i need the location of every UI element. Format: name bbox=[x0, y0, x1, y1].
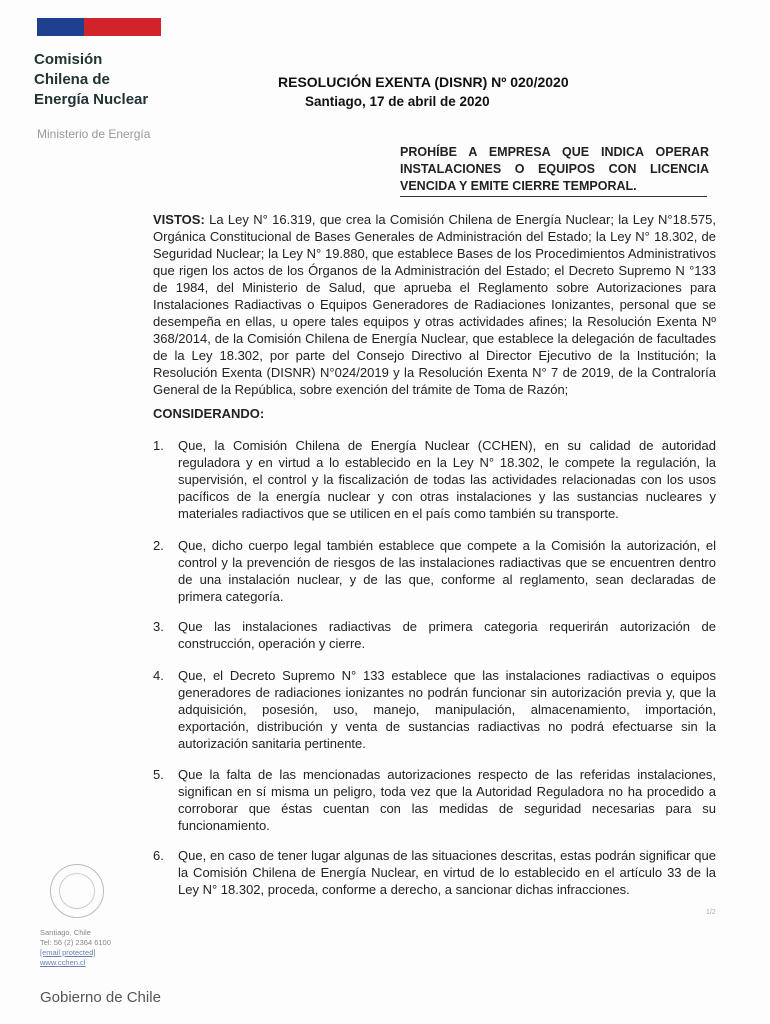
subject-line: PROHÍBE A EMPRESA QUE INDICA OPERAR bbox=[400, 145, 709, 159]
item-text: Que, dicho cuerpo legal también establece que compete a la Comisión la autorización, el control y la prevención de riesgos de las instalaciones radiactivas que se encuentren dentro de una instalación nuclear, y de las que, conforme al reglamento, sean declaradas de primera categoría. bbox=[178, 538, 716, 604]
resolution-date: Santiago, 17 de abril de 2020 bbox=[305, 94, 490, 109]
item-text: Que, la Comisión Chilena de Energía Nuclear (CCHEN), en su calidad de autoridad reguladora y en virtud a lo establecido en la Ley N° 18.302, le compete la regulación, la supervisión, el control y la fiscalización de todas las actividades relacionadas con los usos pacíficos de la energía nuclear y con otras instalaciones y las sustancias nucleares y materiales radiactivos que se utilicen en el país como también su transporte. bbox=[178, 438, 716, 521]
institution-name bbox=[34, 50, 148, 110]
vistos-paragraph bbox=[153, 211, 716, 398]
logo-blue-block bbox=[37, 18, 84, 36]
footer-city: Santiago, Chile bbox=[40, 928, 91, 937]
subject-line: INSTALACIONES O EQUIPOS CON LICENCIA bbox=[400, 162, 709, 176]
item-number: 2. bbox=[153, 538, 164, 553]
list-item bbox=[153, 847, 716, 898]
institution-line: Comisión bbox=[34, 51, 103, 68]
government-footer: Gobierno de Chile bbox=[40, 989, 161, 1006]
resolution-subject bbox=[400, 144, 709, 197]
official-seal-icon bbox=[50, 864, 104, 918]
item-text: Que, en caso de tener lugar algunas de las situaciones descritas, estas podrán significar que la Comisión Chilena de Energía Nuclear, en virtud de lo establecido en el artículo 33 de la Ley N° 18.302, proceda, conforme a derecho, a sancionar dichas infracciones. bbox=[178, 848, 716, 897]
item-number: 4. bbox=[153, 668, 164, 683]
item-text: Que las instalaciones radiactivas de primera categoria requerirán autorización de construcción, operación y cierre. bbox=[178, 619, 716, 651]
item-number: 3. bbox=[153, 619, 164, 634]
page-number: 1/2 bbox=[706, 909, 716, 916]
item-text: Que, el Decreto Supremo N° 133 establece que las instalaciones radiactivas o equipos generadores de radiaciones ionizantes no podrán funcionar sin autorización previa y, que la adquisición, posesión, uso, manejo, manipulación, almacenamiento, importación, exportación, distribución y venta de sustancias radiactivas no podrá efectuarse sin la autorización sanitaria pertinente. bbox=[178, 668, 716, 751]
item-number: 1. bbox=[153, 438, 164, 453]
footer-phone: Tel: 56 (2) 2364 6100 bbox=[40, 938, 111, 947]
list-item bbox=[153, 766, 716, 834]
footer-contact bbox=[40, 928, 111, 968]
seal-inner-ring bbox=[59, 873, 95, 909]
institution-line: Chilena de bbox=[34, 71, 110, 88]
footer-email-link[interactable]: [email protected] bbox=[40, 948, 96, 957]
list-item bbox=[153, 437, 716, 522]
government-logo-bar bbox=[37, 18, 161, 36]
institution-line: Energía Nuclear bbox=[34, 91, 149, 108]
list-item bbox=[153, 667, 716, 752]
list-item bbox=[153, 618, 716, 652]
item-number: 6. bbox=[153, 848, 164, 863]
list-item bbox=[153, 537, 716, 605]
item-text: Que la falta de las mencionadas autorizaciones respecto de las referidas instalaciones, significan en sí misma un peligro, toda vez que la Autoridad Reguladora no ha procedido a corroborar que éstas cuentan con las medidas de seguridad necesarias para su funcionamiento. bbox=[178, 767, 716, 833]
footer-web-link[interactable]: www.cchen.cl bbox=[40, 958, 86, 967]
vistos-label: VISTOS: bbox=[153, 212, 205, 227]
item-number: 5. bbox=[153, 767, 164, 782]
logo-red-block bbox=[84, 18, 161, 36]
resolution-title: RESOLUCIÓN EXENTA (DISNR) Nº 020/2020 bbox=[278, 74, 569, 90]
ministry-name: Ministerio de Energía bbox=[37, 127, 151, 141]
subject-line: VENCIDA Y EMITE CIERRE TEMPORAL. bbox=[400, 178, 707, 197]
vistos-text: La Ley N° 16.319, que crea la Comisión Chilena de Energía Nuclear; la Ley N°18.575, Orgánica Constitucional de Bases Generales de Administración del Estado; la Ley N° 18.302, de Seguridad Nuclear; la Ley N° 19.880, que establece Bases de los Procedimientos Administrativos que rigen los actos de los Órganos de la Administración del Estado; el Decreto Supremo N °133 de 1984, del Ministerio de Salud, que aprueba el Reglamento sobre Autorizaciones para Instalaciones Radiactivas o Equipos Generadores de Radiaciones Ionizantes, personal que se desempeña en ellas, u opere tales equipos y otras actividades afines; la Resolución Exenta Nº 368/2014, de la Comisión Chilena de Energía Nuclear, que establece la delegación de facultades de la Ley 18.302, por parte del Consejo Directivo al Director Ejecutivo de la Institución; la Resolución Exenta (DISNR) N°024/2019 y la Resolución Exenta N° 7 de 2019, de la Contraloría General de la República, sobre exención del trámite de Toma de Razón; bbox=[153, 212, 716, 397]
considerando-label: CONSIDERANDO: bbox=[153, 406, 265, 421]
